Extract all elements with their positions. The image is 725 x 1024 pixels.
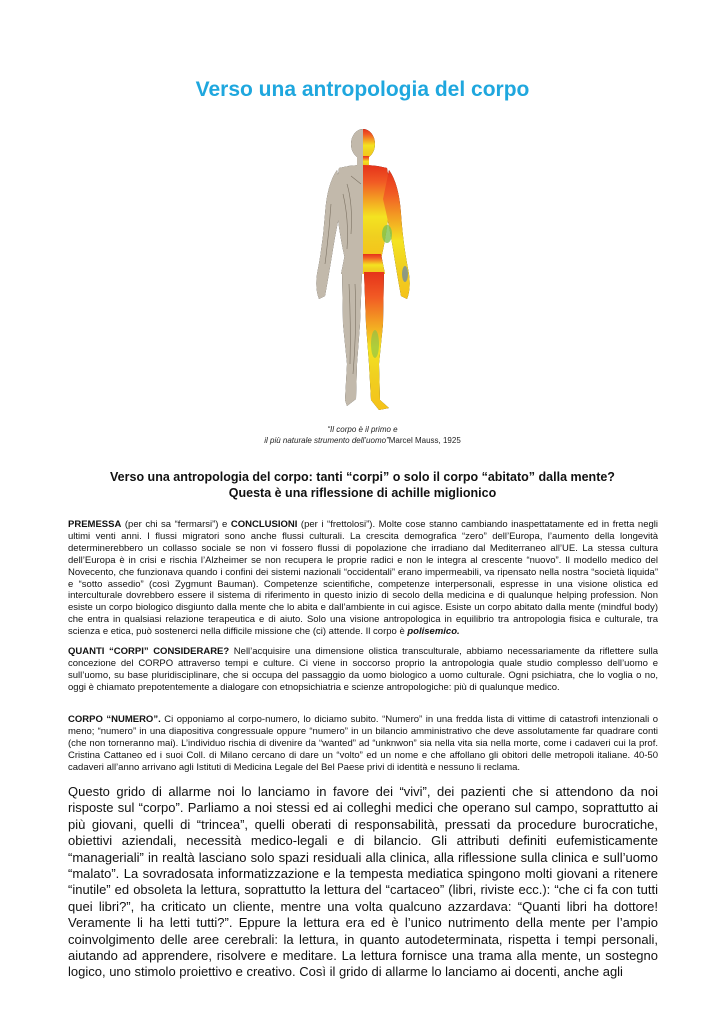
premessa-text-b: (per i “frettolosi”). Molte cose stanno cambiando inaspettatamente ed in fretta negli ultimi venti anni. I flussi migratori sono anche flussi culturali. La crescita demografica “zero” dell’Europa, l’aumento della longevità determinerebbero un collasso sociale se non vi fossero flussi di popolazione che irradiano dal Mediterraneo all’UE. La stessa cultura dell’Europa è in crisi e rischia l’Alzheimer se non recupera le proprie radici e non le integra al crescente “nuovo”. Il modello medico del Novecento, che funzionava quando i confini dei sistemi nazionali “occidentali” erano impermeabili, va ripensato nella nostra “società liquida” e “sotto assedio” (così Zygmunt Bauman). Competenze scientifiche, competenze interpersonali, espresse in una visione olistica ed interculturale dovrebbero essere il sistema di riferimento in questo inizio di secolo della medicina e di qualunque helping profession. Non esiste un corpo biologico disgiunto dalla mente che lo abita e dall’ambiente in cui agisce. Esiste un corpo abitato dalla mente (mindful body) che entra in qualsiasi relazione terapeutica e di aiuto. Solo una visione antropologica in equilibrio tra antropologia fisica e culturale, tra scienza e etica, può sostenerci nella difficile missione che (ci) attende. Il corpo è	[68, 519, 658, 638]
paragraph-premessa	[68, 519, 658, 638]
subtitle-line2: Questa è una riflessione di achille miglionico	[228, 486, 497, 500]
paragraph-quanti-corpi	[68, 646, 658, 694]
figure-caption	[200, 424, 525, 446]
label-quanti-corpi: QUANTI “CORPI” CONSIDERARE?	[68, 646, 230, 657]
article-subtitle	[60, 469, 665, 501]
anatomy-thermal-illustration	[287, 124, 439, 416]
caption-author: Marcel Mauss, 1925	[388, 436, 461, 445]
subtitle-line1: Verso una antropologia del corpo: tanti “corpi” o solo il corpo “abitato” dalla mente?	[110, 470, 615, 484]
page-title: Verso una antropologia del corpo	[195, 78, 530, 101]
caption-quote-line1: “Il corpo è il primo e	[327, 425, 398, 434]
body-figure-image	[287, 124, 439, 416]
premessa-text-a: (per chi sa “fermarsi”) e	[121, 519, 231, 530]
quanti-corpi-text: Nell’acquisire una dimensione olistica transculturale, abbiamo necessariamente da riflettere sulla concezione del CORPO attraverso tempi e culture. Ci viene in soccorso proprio la antropologia quale studio complesso dell’uomo e sull’uomo, su base pluridisciplinare, che si occupa del passaggio da uomo biologico a uomo culturale. Ogni psichiatra, che lo voglia o no, oggi è chiamato prepotentemente a dialogare con etnopsichiatria e scienze antropologiche: più di qualunque medico.	[68, 646, 658, 693]
emphasis-polisemico: polisemico.	[407, 626, 460, 638]
paragraph-grido-allarme: Questo grido di allarme noi lo lanciamo in favore dei “vivi”, dei pazienti che si attendono da noi risposte sul “corpo”. Parliamo a noi stessi ed ai colleghi medici che operano sul campo, soprattutto ai più giovani, quelli di “trincea”, quelli oberati di responsabilità, pressati da procedure burocratiche, obiettivi aziendali, necessità medico-legali e di bilancio. Gli attributi definiti eufemisticamente “manageriali” in realtà lasciano solo spazi residuali alla clinica, alla riflessione sulla clinica e sull’uomo “malato”. La sovradosata informatizzazione e la tempesta mediatica spingono molti giovani a ritenere “inutile” ed obsoleta la lettura, soprattutto la lettura del “cartaceo” (libri, riviste ecc.): “che ci fa con tutti quei libri?”, ha criticato un cliente, mentre una volta qualcuno azzardava: “Quanti libri ha dottore! Veramente li ha letti tutti?”. Eppure la lettura era ed è l’unico nutrimento della mente per l’ampio coinvolgimento delle aree cerebrali: la lettura, in quanto autodeterminata, rispetta i tempi personali, aiutando ad apprendere, risolvere e meditare. La lettura fornisce una trama alla mente, un sostegno logico, uno stimolo proiettivo e creativo. Così il grido di allarme lo lanciamo ai docenti, anche agli	[68, 784, 658, 980]
label-premessa: PREMESSA	[68, 519, 122, 530]
corpo-numero-text: Ci opponiamo al corpo-numero, lo diciamo subito. “Numero” in una fredda lista di vittime di catastrofi intenzionali o meno; “numero” in una diapositiva congressuale oppure “numero” in un bilancio amministrativo che deve assolutamente far quadrare conti (che non torneranno mai). L’individuo rischia di divenire da “wanted” ad “unknwon” sia nella vita sia nella morte, come i cadaveri cui la prof. Cristina Cattaneo ed i suoi Coll. di Milano cercano di dare un “volto” ed un nome e che affollano gli obitori delle metropoli italiane. 40-50 cadaveri all’anno arrivano agli Istituti di Medicina Legale del Bel Paese privi di identità e nessuno li reclama.	[68, 714, 658, 773]
paragraph-corpo-numero	[68, 714, 658, 774]
caption-quote-line2: il più naturale strumento dell’uomo”	[264, 436, 389, 445]
label-conclusioni: CONCLUSIONI	[230, 519, 298, 530]
label-corpo-numero: CORPO “NUMERO”.	[68, 714, 161, 725]
